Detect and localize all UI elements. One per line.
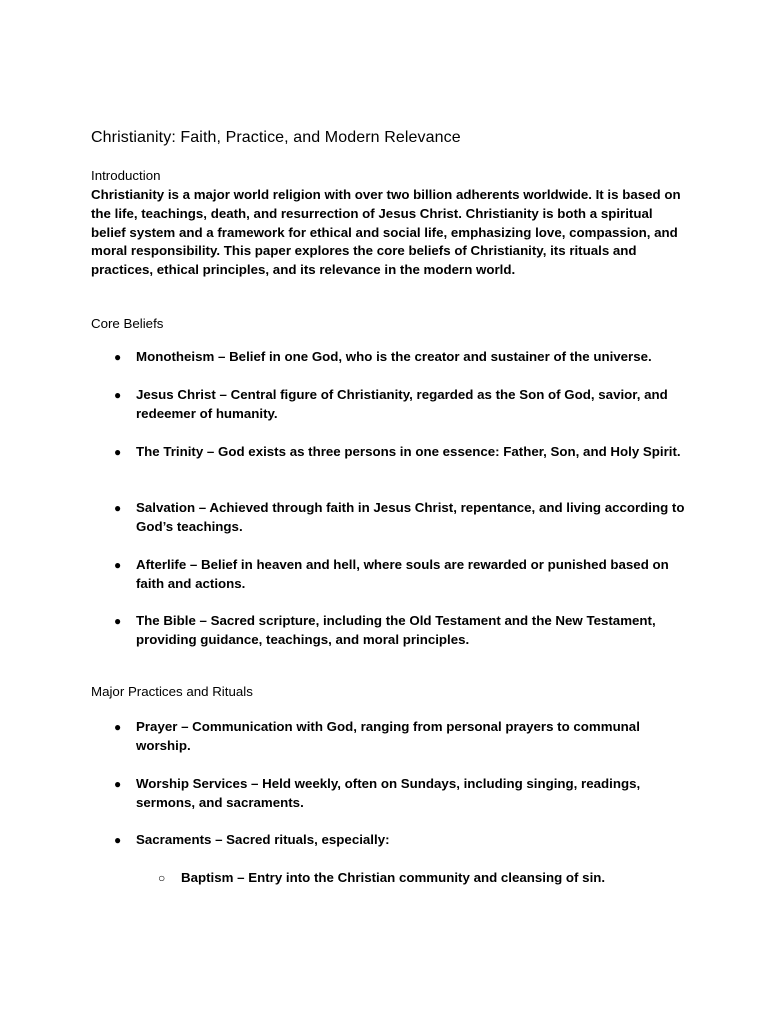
list-item-text: Monotheism – Belief in one God, who is the creator and sustainer of the universe. [136,349,652,364]
list-item [114,775,694,813]
list-item-text: Worship Services – Held weekly, often on Sundays, including singing, readings, sermons, and sacraments. [136,776,641,810]
core-beliefs-heading: Core Beliefs [91,316,164,331]
list-item [114,499,694,537]
bullet-icon: ● [114,445,122,459]
practices-heading: Major Practices and Rituals [91,684,253,699]
bullet-icon: ● [114,388,122,402]
bullet-icon: ● [114,720,122,734]
list-item-text: Prayer – Communication with God, ranging from personal prayers to communal worship. [136,719,640,753]
list-item-text: Sacraments – Sacred rituals, especially: [136,832,390,847]
sub-list-item [158,869,678,888]
list-item-text: The Bible – Sacred scripture, including the Old Testament and the New Testament, providing guidance, teachings, and moral principles. [136,613,656,647]
bullet-icon: ● [114,558,122,572]
document-title: Christianity: Faith, Practice, and Modern Relevance [91,129,461,146]
list-item [114,443,694,462]
list-item [114,556,694,594]
list-item-text: Salvation – Achieved through faith in Jesus Christ, repentance, and living according to God’s teachings. [136,500,685,534]
bullet-icon: ● [114,777,122,791]
sub-list-item-text: Baptism – Entry into the Christian community and cleansing of sin. [181,870,606,885]
list-item [114,348,694,367]
bullet-icon: ● [114,501,122,515]
list-item-text: Afterlife – Belief in heaven and hell, where souls are rewarded or punished based on faith and actions. [136,557,669,591]
hollow-bullet-icon: ○ [158,871,166,885]
bullet-icon: ● [114,614,122,628]
list-item [114,831,694,850]
list-item [114,612,694,650]
list-item-text: Jesus Christ – Central figure of Christianity, regarded as the Son of God, savior, and redeemer of humanity. [136,387,668,421]
bullet-icon: ● [114,833,122,847]
list-item [114,718,694,756]
bullet-icon: ● [114,350,122,364]
introduction-heading: Introduction [91,168,161,183]
list-item-text: The Trinity – God exists as three persons in one essence: Father, Son, and Holy Spirit. [136,444,681,459]
list-item [114,386,694,424]
introduction-paragraph: Christianity is a major world religion with over two billion adherents worldwide. It is based on the life, teachings, death, and resurrection of Jesus Christ. Christianity is both a spiritual belief system and a framework for ethical and social life, emphasizing love, compassion, and moral responsibility. This paper explores the core beliefs of Christianity, its rituals and practices, ethical principles, and its relevance in the modern world. [91,187,681,278]
